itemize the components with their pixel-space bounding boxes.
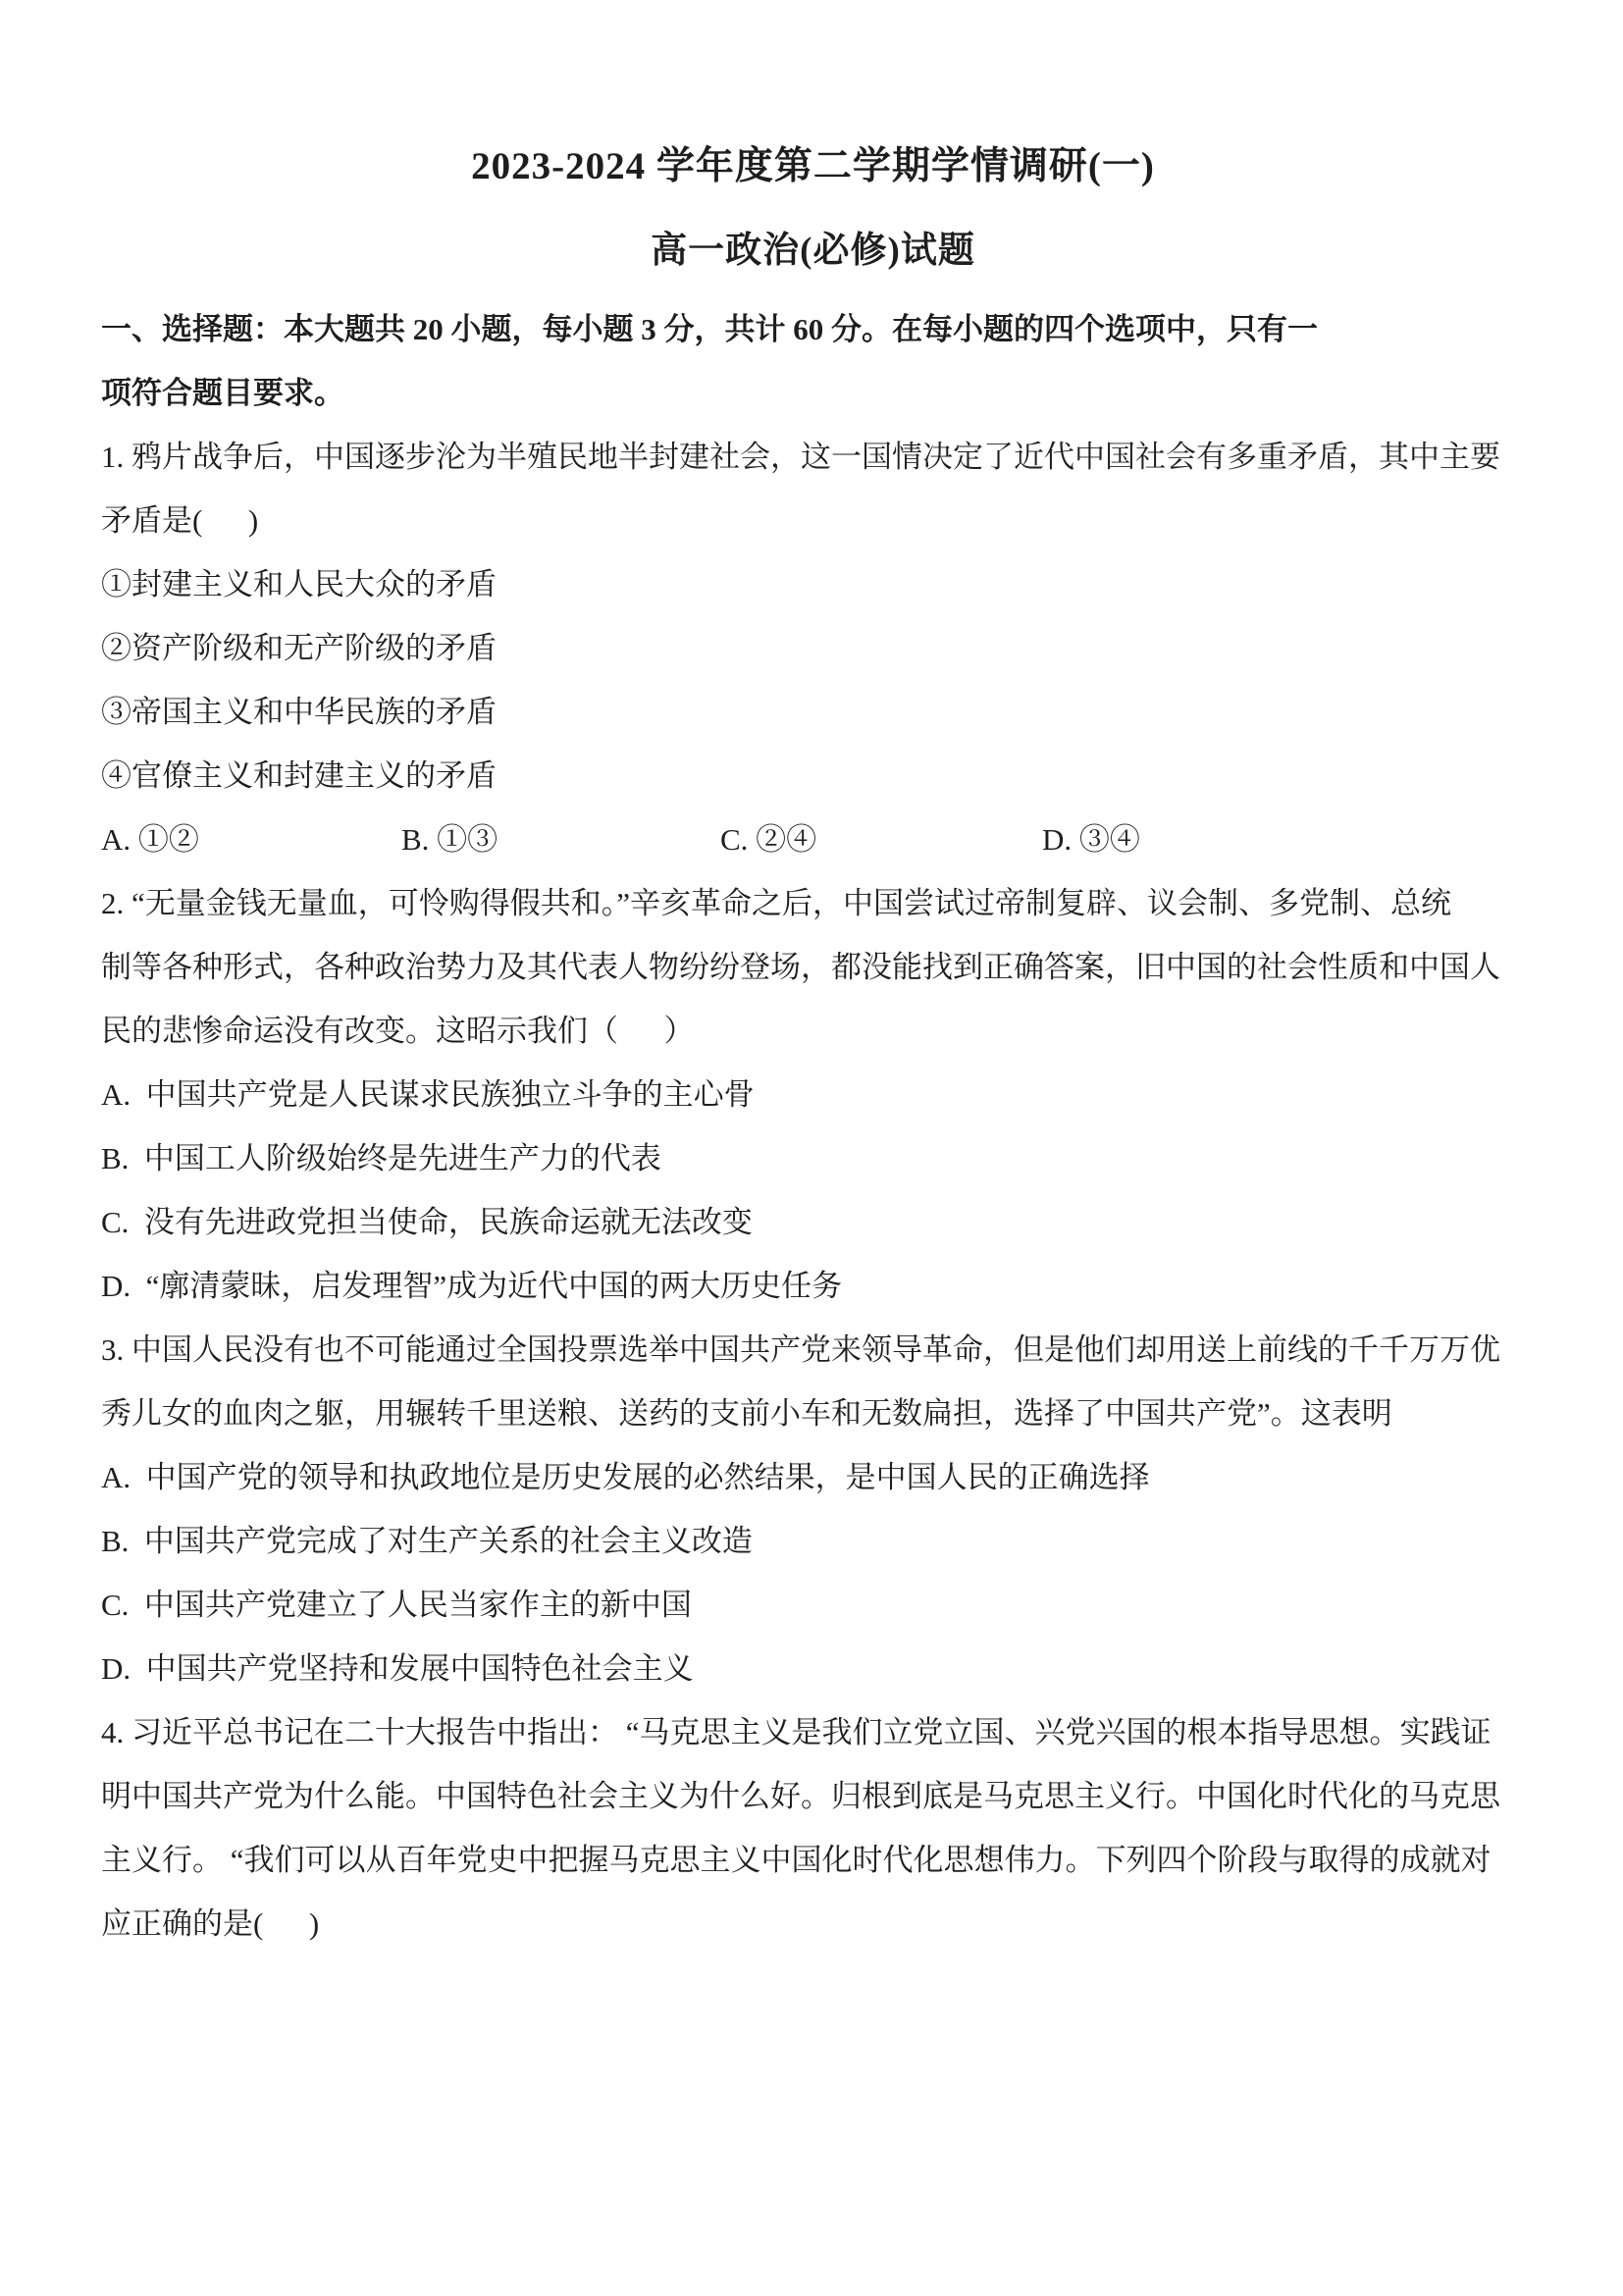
question-stem-line: 2. “无量金钱无量血，可怜购得假共和。”辛亥革命之后，中国尝试过帝制复辟、议会制、多党制、总统 xyxy=(101,886,1452,920)
choice-b: B. 中国共产党完成了对生产关系的社会主义改造 xyxy=(101,1524,753,1558)
question-stem-line: 3. 中国人民没有也不可能通过全国投票选举中国共产党来领导革命，但是他们却用送上前线的千千万万优 xyxy=(101,1332,1500,1367)
choice-a: A. 中国产党的领导和执政地位是历史发展的必然结果，是中国人民的正确选择 xyxy=(101,1460,1150,1494)
question-stem-line: 制等各种形式，各种政治势力及其代表人物纷纷登场，都没能找到正确答案，旧中国的社会性质和中国人 xyxy=(101,950,1500,984)
question-1 xyxy=(101,425,1525,871)
question-stem-line: 4. 习近平总书记在二十大报告中指出： “马克思主义是我们立党立国、兴党兴国的根本指导思想。实践证 xyxy=(101,1715,1492,1749)
choice-c: C. ②④ xyxy=(720,822,817,857)
section-instructions-line: 项符合题目要求。 xyxy=(101,376,344,410)
question-4 xyxy=(101,1700,1525,1956)
choice-b: B. ①③ xyxy=(401,822,498,857)
question-stem-line: 民的悲惨命运没有改变。这昭示我们（ ） xyxy=(101,1014,695,1048)
choice-a: A. 中国共产党是人民谋求民族独立斗争的主心骨 xyxy=(101,1077,755,1112)
question-stem-line: 主义行。 “我们可以从百年党史中把握马克思主义中国化时代化思想伟力。下列四个阶段与取得的成就对 xyxy=(101,1843,1492,1877)
choice-d: D. 中国共产党坚持和发展中国特色社会主义 xyxy=(101,1651,694,1686)
question-2 xyxy=(101,871,1525,1318)
document-title: 2023-2024 学年度第二学期学情调研(一) xyxy=(471,145,1155,187)
question-stem-line: 1. 鸦片战争后，中国逐步沦为半殖民地半封建社会，这一国情决定了近代中国社会有多重矛盾，其中主要 xyxy=(101,440,1500,474)
document-subtitle: 高一政治(必修)试题 xyxy=(651,231,975,271)
section-instructions-line: 一、选择题：本大题共 20 小题，每小题 3 分，共计 60 分。在每小题的四个选项中，只有一 xyxy=(101,312,1318,346)
choice-b: B. 中国工人阶级始终是先进生产力的代表 xyxy=(101,1141,661,1175)
choice-a: A. ①② xyxy=(101,822,199,857)
question-stem-line: 应正确的是( ) xyxy=(101,1906,320,1941)
choice-d: D. “廓清蒙昧，启发理智”成为近代中国的两大历史任务 xyxy=(101,1269,843,1303)
question-3 xyxy=(101,1318,1525,1700)
document-body xyxy=(101,297,1525,1956)
question-stem-line: 矛盾是( ) xyxy=(101,503,259,538)
choice-d: D. ③④ xyxy=(1042,822,1140,857)
numbered-statement-4: ④官僚主义和封建主义的矛盾 xyxy=(101,758,497,793)
numbered-statement-2: ②资产阶级和无产阶级的矛盾 xyxy=(101,631,497,665)
question-stem-line: 秀儿女的血肉之躯，用辗转千里送粮、送药的支前小车和无数扁担，选择了中国共产党”。这表明 xyxy=(101,1396,1392,1431)
numbered-statement-1: ①封建主义和人民大众的矛盾 xyxy=(101,567,497,601)
question-1-choice-row xyxy=(101,808,1525,871)
question-stem-line: 明中国共产党为什么能。中国特色社会主义为什么好。归根到底是马克思主义行。中国化时代化的马克思 xyxy=(101,1779,1500,1813)
choice-c: C. 中国共产党建立了人民当家作主的新中国 xyxy=(101,1588,692,1622)
numbered-statement-3: ③帝国主义和中华民族的矛盾 xyxy=(101,695,497,729)
choice-c: C. 没有先进政党担当使命，民族命运就无法改变 xyxy=(101,1205,753,1239)
